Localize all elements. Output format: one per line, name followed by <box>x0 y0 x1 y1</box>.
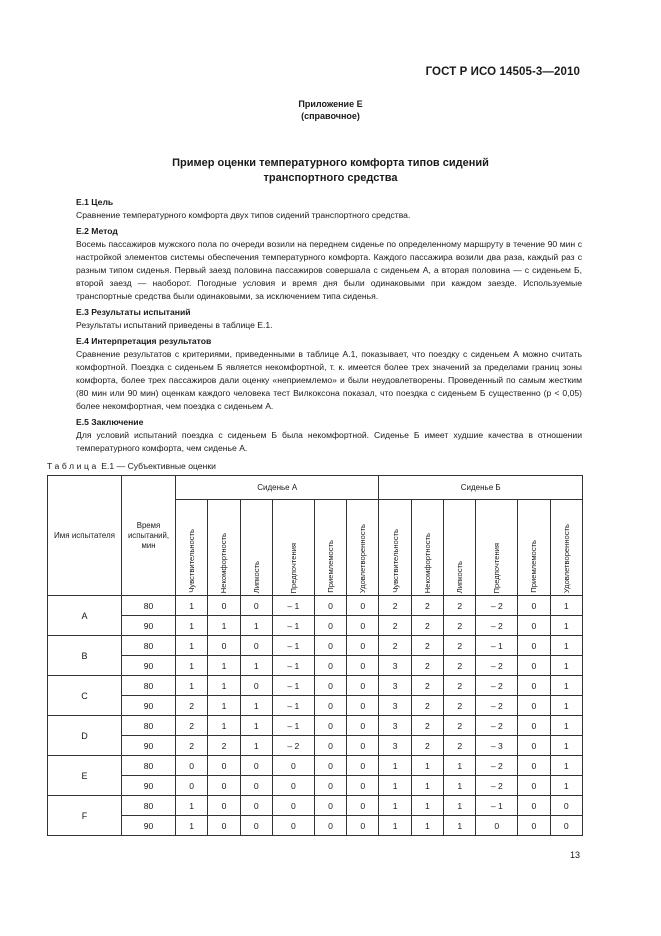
rating-cell-seat-a: 0 <box>208 756 240 776</box>
rating-cell-seat-b: 1 <box>379 816 411 836</box>
appendix-type: (справочное) <box>301 111 360 121</box>
rating-cell-seat-b: 2 <box>411 596 443 616</box>
rating-cell-seat-a: 0 <box>314 776 346 796</box>
rating-cell-seat-a: 1 <box>176 656 208 676</box>
rating-cell-seat-a: 2 <box>176 716 208 736</box>
rating-cell-seat-b: 2 <box>444 636 476 656</box>
rating-cell-seat-b: 2 <box>444 736 476 756</box>
rating-cell-seat-a: 0 <box>314 796 346 816</box>
table-row <box>48 776 583 796</box>
header-criterion-label: Чувствительность <box>187 529 197 593</box>
rating-cell-seat-b: 2 <box>379 636 411 656</box>
rating-cell-seat-b: 1 <box>550 736 582 756</box>
rating-cell-seat-a: 0 <box>240 796 272 816</box>
rating-cell-seat-b: 2 <box>379 596 411 616</box>
tester-name-cell: A <box>48 596 122 636</box>
rating-cell-seat-b: 1 <box>444 816 476 836</box>
rating-cell-seat-b: 1 <box>379 776 411 796</box>
header-criterion-label: Липкость <box>251 560 261 593</box>
rating-cell-seat-b: 3 <box>379 716 411 736</box>
rating-cell-seat-a: 0 <box>347 676 379 696</box>
rating-cell-seat-a: 0 <box>240 676 272 696</box>
table-caption-label: Таблица <box>47 461 99 471</box>
rating-cell-seat-a: 0 <box>347 736 379 756</box>
header-criterion <box>518 500 550 596</box>
rating-cell-seat-a: 1 <box>176 636 208 656</box>
rating-cell-seat-b: 2 <box>444 676 476 696</box>
header-criterion <box>476 500 518 596</box>
header-seat-b: Сиденье Б <box>379 476 583 500</box>
test-time-cell: 80 <box>122 716 176 736</box>
test-time-cell: 90 <box>122 616 176 636</box>
rating-cell-seat-b: 2 <box>411 656 443 676</box>
rating-cell-seat-b: 3 <box>379 736 411 756</box>
header-criterion <box>208 500 240 596</box>
header-criterion <box>347 500 379 596</box>
rating-cell-seat-a: – 1 <box>272 656 314 676</box>
title-line-1: Пример оценки температурного комфорта типов сидений <box>172 157 489 169</box>
rating-cell-seat-b: 2 <box>444 716 476 736</box>
rating-cell-seat-b: 0 <box>518 696 550 716</box>
rating-cell-seat-b: 1 <box>550 656 582 676</box>
rating-cell-seat-a: 0 <box>272 756 314 776</box>
section-text: Сравнение результатов с критериями, приведенными в таблице А.1, показывает, что поездку с сиденьем А можно считать комфортной. Поездка с сиденьем Б является некомфортной, т. к. имеется более трех значений за пределами границ зоны комфорта, более трех пассажиров дали оценку «неприемлемо» и были неудовлетворены. Проведенный по самым жестким (80 мин или 90 мин) оценкам каждого человека тест Вилкоксона показал, что поездка с сиденьем Б существенно (p < 0,05) более некомфортная, чем поездка с сиденьем А. <box>76 349 582 411</box>
appendix-label: Приложение Е <box>298 99 363 109</box>
rating-cell-seat-b: 0 <box>550 816 582 836</box>
rating-cell-seat-b: 0 <box>518 796 550 816</box>
rating-cell-seat-a: 0 <box>314 596 346 616</box>
rating-cell-seat-b: 1 <box>550 756 582 776</box>
header-criterion <box>240 500 272 596</box>
rating-cell-seat-a: 0 <box>314 736 346 756</box>
rating-cell-seat-a: 2 <box>208 736 240 756</box>
rating-cell-seat-b: 3 <box>379 676 411 696</box>
rating-cell-seat-b: 0 <box>518 816 550 836</box>
rating-cell-seat-a: 1 <box>208 716 240 736</box>
tester-name-cell: F <box>48 796 122 836</box>
header-criterion <box>272 500 314 596</box>
rating-cell-seat-a: 0 <box>314 616 346 636</box>
rating-cell-seat-a: 2 <box>176 736 208 756</box>
rating-cell-seat-b: 0 <box>518 756 550 776</box>
rating-cell-seat-a: 0 <box>347 696 379 716</box>
rating-cell-seat-b: – 2 <box>476 716 518 736</box>
rating-cell-seat-a: 1 <box>176 596 208 616</box>
header-criterion <box>379 500 411 596</box>
rating-cell-seat-b: 3 <box>379 696 411 716</box>
rating-cell-seat-b: 1 <box>550 676 582 696</box>
rating-cell-seat-a: 0 <box>347 636 379 656</box>
rating-cell-seat-a: 1 <box>176 796 208 816</box>
table-body <box>48 596 583 836</box>
rating-cell-seat-a: 0 <box>347 816 379 836</box>
rating-cell-seat-a: 0 <box>314 716 346 736</box>
table-row <box>48 816 583 836</box>
rating-cell-seat-a: 0 <box>176 756 208 776</box>
rating-cell-seat-a: 0 <box>272 816 314 836</box>
rating-cell-seat-a: 0 <box>208 796 240 816</box>
rating-cell-seat-a: 1 <box>240 716 272 736</box>
rating-cell-seat-a: 0 <box>347 796 379 816</box>
rating-cell-seat-a: 1 <box>240 696 272 716</box>
rating-cell-seat-a: 0 <box>347 656 379 676</box>
rating-cell-seat-a: 1 <box>240 656 272 676</box>
rating-cell-seat-a: 0 <box>347 596 379 616</box>
rating-cell-seat-b: – 2 <box>476 696 518 716</box>
rating-cell-seat-a: 0 <box>347 616 379 636</box>
rating-cell-seat-a: – 1 <box>272 636 314 656</box>
rating-cell-seat-b: 2 <box>379 616 411 636</box>
rating-cell-seat-a: 0 <box>240 776 272 796</box>
rating-cell-seat-a: 0 <box>240 636 272 656</box>
rating-cell-seat-b: 0 <box>518 716 550 736</box>
test-time-cell: 80 <box>122 636 176 656</box>
rating-cell-seat-b: 2 <box>411 696 443 716</box>
header-criterion-label: Некомфортность <box>422 532 432 593</box>
appendix-heading <box>0 98 661 122</box>
ratings-table <box>47 475 583 836</box>
test-time-cell: 90 <box>122 816 176 836</box>
rating-cell-seat-a: 0 <box>208 596 240 616</box>
rating-cell-seat-a: 2 <box>176 696 208 716</box>
table-caption-text: Е.1 — Субъективные оценки <box>101 461 216 471</box>
tester-name-cell: C <box>48 676 122 716</box>
rating-cell-seat-a: – 1 <box>272 676 314 696</box>
rating-cell-seat-b: 1 <box>411 796 443 816</box>
rating-cell-seat-a: 1 <box>176 816 208 836</box>
rating-cell-seat-b: 1 <box>550 696 582 716</box>
header-criterion-label: Предпочтения <box>288 542 298 593</box>
rating-cell-seat-b: 2 <box>411 716 443 736</box>
table-row <box>48 616 583 636</box>
table-row <box>48 796 583 816</box>
rating-cell-seat-b: 1 <box>379 756 411 776</box>
rating-cell-seat-b: 2 <box>411 616 443 636</box>
rating-cell-seat-a: 0 <box>347 756 379 776</box>
table-row <box>48 676 583 696</box>
rating-cell-seat-b: 2 <box>444 616 476 636</box>
rating-cell-seat-a: 0 <box>208 776 240 796</box>
rating-cell-seat-a: 1 <box>208 616 240 636</box>
rating-cell-seat-b: – 3 <box>476 736 518 756</box>
rating-cell-seat-a: 0 <box>208 816 240 836</box>
rating-cell-seat-b: 0 <box>518 596 550 616</box>
rating-cell-seat-b: – 2 <box>476 776 518 796</box>
header-criterion-label: Некомфортность <box>219 532 229 593</box>
header-criterion-label: Липкость <box>455 560 465 593</box>
rating-cell-seat-a: 0 <box>240 596 272 616</box>
rating-cell-seat-a: 1 <box>176 676 208 696</box>
test-time-cell: 90 <box>122 696 176 716</box>
rating-cell-seat-b: – 2 <box>476 596 518 616</box>
rating-cell-seat-a: 0 <box>176 776 208 796</box>
table-row <box>48 716 583 736</box>
tester-name-cell: E <box>48 756 122 796</box>
document-body <box>76 196 582 458</box>
table-caption <box>47 461 216 471</box>
rating-cell-seat-b: 0 <box>518 676 550 696</box>
table-row <box>48 736 583 756</box>
rating-cell-seat-b: 1 <box>444 756 476 776</box>
section-heading: Е.2 Метод <box>76 226 118 236</box>
rating-cell-seat-a: 0 <box>314 676 346 696</box>
table-row <box>48 756 583 776</box>
rating-cell-seat-b: 2 <box>444 656 476 676</box>
rating-cell-seat-a: 1 <box>208 656 240 676</box>
test-time-cell: 80 <box>122 796 176 816</box>
rating-cell-seat-b: 2 <box>444 696 476 716</box>
rating-cell-seat-a: 0 <box>314 636 346 656</box>
test-time-cell: 90 <box>122 656 176 676</box>
rating-cell-seat-a: – 2 <box>272 736 314 756</box>
rating-cell-seat-b: 3 <box>379 656 411 676</box>
header-criterion <box>550 500 582 596</box>
rating-cell-seat-b: 1 <box>550 716 582 736</box>
test-time-cell: 80 <box>122 756 176 776</box>
table-row <box>48 656 583 676</box>
section-text: Результаты испытаний приведены в таблице Е.1. <box>76 320 273 330</box>
table-row <box>48 636 583 656</box>
rating-cell-seat-b: 0 <box>518 636 550 656</box>
header-tester-name: Имя испытателя <box>48 476 122 596</box>
rating-cell-seat-b: 2 <box>411 676 443 696</box>
section-text: Восемь пассажиров мужского пола по очереди возили на переднем сиденье по определенному маршруту в течение 90 мин с настройкой элементов системы обеспечения температурного комфорта. Каждого пассажира возили два раза, каждый раз с разным типом сиденья. Первый заезд половина пассажиров совершала с сиденьем А, а вторая половина — с сиденьем Б, второй заезд — наоборот. Погодные условия и время дня были одинаковыми при каждом заезде. Используемые транспортные средства были одинаковыми, за исключением типа сиденья. <box>76 239 582 301</box>
title-line-2: транспортного средства <box>263 172 398 184</box>
section-text: Для условий испытаний поездка с сиденьем Б была некомфортной. Сиденье Б имеет худшие качества в отношении температурного комфорта, чем сиденье А. <box>76 430 582 453</box>
rating-cell-seat-b: 0 <box>518 656 550 676</box>
rating-cell-seat-b: 1 <box>411 816 443 836</box>
rating-cell-seat-b: 1 <box>550 596 582 616</box>
section-heading: Е.1 Цель <box>76 197 114 207</box>
header-criterion-label: Чувствительность <box>390 529 400 593</box>
rating-cell-seat-a: 0 <box>347 716 379 736</box>
section-heading: Е.4 Интерпретация результатов <box>76 336 212 346</box>
rating-cell-seat-a: – 1 <box>272 616 314 636</box>
header-criterion-label: Удовлетворенность <box>561 523 571 593</box>
header-criterion <box>411 500 443 596</box>
rating-cell-seat-a: 0 <box>272 796 314 816</box>
document-header: ГОСТ Р ИСО 14505-3—2010 <box>425 66 580 78</box>
table-row <box>48 596 583 616</box>
rating-cell-seat-b: – 2 <box>476 756 518 776</box>
rating-cell-seat-a: 1 <box>240 616 272 636</box>
rating-cell-seat-b: 1 <box>379 796 411 816</box>
rating-cell-seat-b: 0 <box>550 796 582 816</box>
rating-cell-seat-b: 0 <box>518 736 550 756</box>
rating-cell-seat-b: – 2 <box>476 656 518 676</box>
rating-cell-seat-b: 0 <box>518 616 550 636</box>
rating-cell-seat-a: 0 <box>314 816 346 836</box>
rating-cell-seat-b: 2 <box>411 736 443 756</box>
test-time-cell: 80 <box>122 676 176 696</box>
rating-cell-seat-a: – 1 <box>272 696 314 716</box>
rating-cell-seat-b: – 1 <box>476 636 518 656</box>
rating-cell-seat-a: – 1 <box>272 596 314 616</box>
header-criterion-label: Удовлетворенность <box>358 523 368 593</box>
rating-cell-seat-b: 2 <box>444 596 476 616</box>
header-seat-a: Сиденье А <box>176 476 379 500</box>
rating-cell-seat-b: 1 <box>411 756 443 776</box>
header-criterion-label: Приемлемость <box>529 540 539 593</box>
rating-cell-seat-b: 1 <box>444 796 476 816</box>
section-heading: Е.3 Результаты испытаний <box>76 307 191 317</box>
rating-cell-seat-b: – 2 <box>476 676 518 696</box>
rating-cell-seat-a: 1 <box>208 696 240 716</box>
rating-cell-seat-a: 0 <box>240 756 272 776</box>
section-heading: Е.5 Заключение <box>76 417 144 427</box>
rating-cell-seat-b: – 1 <box>476 796 518 816</box>
header-criterion-label: Предпочтения <box>492 542 502 593</box>
tester-name-cell: D <box>48 716 122 756</box>
tester-name-cell: B <box>48 636 122 676</box>
header-test-time: Время испытаний, мин <box>122 476 176 596</box>
header-criterion-label: Приемлемость <box>325 540 335 593</box>
page-title <box>0 156 661 186</box>
rating-cell-seat-b: 1 <box>550 636 582 656</box>
rating-cell-seat-a: 0 <box>240 816 272 836</box>
test-time-cell: 80 <box>122 596 176 616</box>
rating-cell-seat-b: 1 <box>444 776 476 796</box>
rating-cell-seat-a: 0 <box>314 696 346 716</box>
rating-cell-seat-a: – 1 <box>272 716 314 736</box>
rating-cell-seat-b: 1 <box>550 616 582 636</box>
header-criterion <box>176 500 208 596</box>
rating-cell-seat-a: 1 <box>240 736 272 756</box>
rating-cell-seat-a: 0 <box>314 756 346 776</box>
rating-cell-seat-a: 1 <box>208 676 240 696</box>
rating-cell-seat-b: 1 <box>411 776 443 796</box>
rating-cell-seat-a: 0 <box>272 776 314 796</box>
rating-cell-seat-b: 2 <box>411 636 443 656</box>
table-row <box>48 696 583 716</box>
rating-cell-seat-b: 0 <box>476 816 518 836</box>
test-time-cell: 90 <box>122 776 176 796</box>
rating-cell-seat-a: 0 <box>347 776 379 796</box>
rating-cell-seat-b: 1 <box>550 776 582 796</box>
header-criterion <box>444 500 476 596</box>
rating-cell-seat-a: 0 <box>314 656 346 676</box>
rating-cell-seat-a: 0 <box>208 636 240 656</box>
rating-cell-seat-b: – 2 <box>476 616 518 636</box>
rating-cell-seat-a: 1 <box>176 616 208 636</box>
page-number: 13 <box>569 850 580 860</box>
section-text: Сравнение температурного комфорта двух типов сидений транспортного средства. <box>76 210 411 220</box>
header-criterion <box>314 500 346 596</box>
rating-cell-seat-b: 0 <box>518 776 550 796</box>
test-time-cell: 90 <box>122 736 176 756</box>
